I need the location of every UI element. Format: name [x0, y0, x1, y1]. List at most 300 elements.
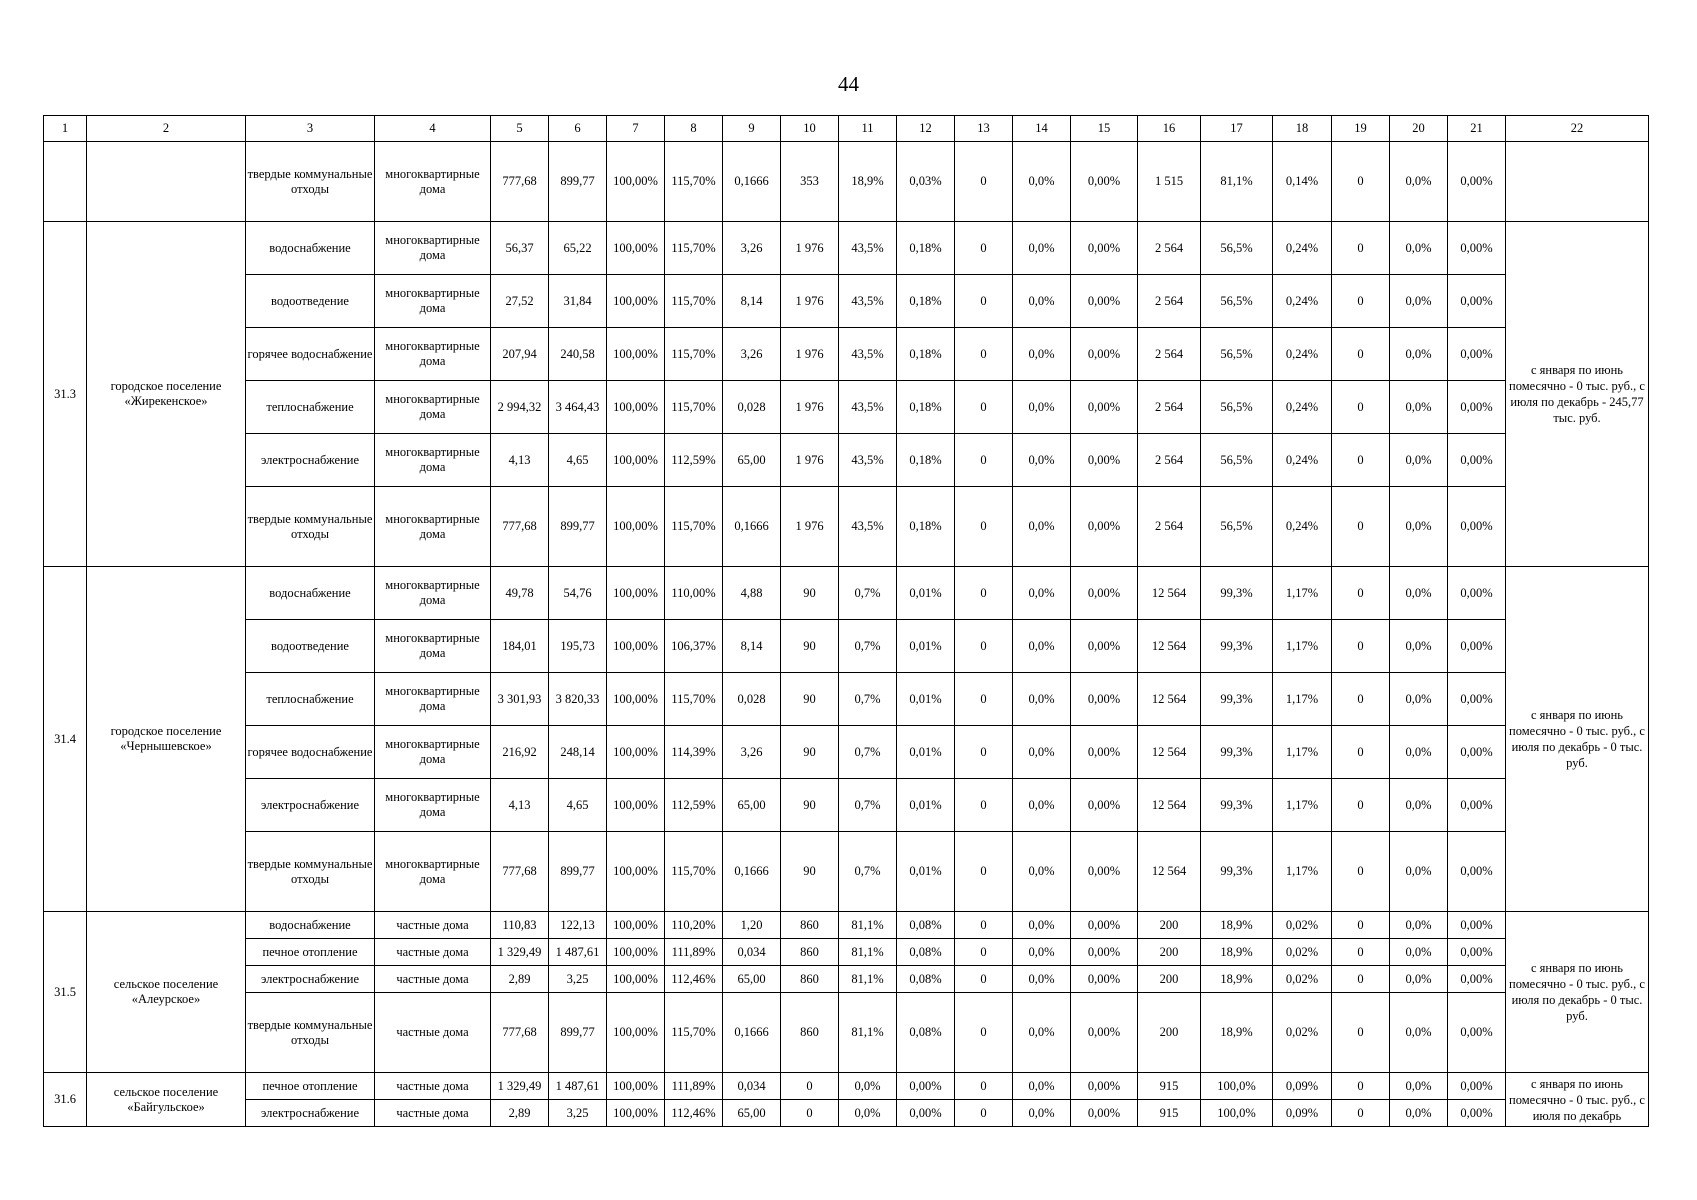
value-cell: 0,02% — [1273, 966, 1332, 993]
value-cell: 100,00% — [607, 620, 665, 673]
table-row — [44, 779, 1649, 832]
value-cell: 12 564 — [1138, 567, 1201, 620]
value-cell: 1,17% — [1273, 779, 1332, 832]
value-cell: 899,77 — [549, 142, 607, 222]
value-cell: 1,17% — [1273, 832, 1332, 912]
value-cell: 100,0% — [1201, 1073, 1273, 1100]
value-cell: 1,17% — [1273, 567, 1332, 620]
value-cell: 777,68 — [491, 832, 549, 912]
service-type: водоснабжение — [246, 912, 375, 939]
value-cell: 0,00% — [1071, 1100, 1138, 1127]
value-cell: 0,0% — [1390, 912, 1448, 939]
table-row — [44, 381, 1649, 434]
value-cell: 0 — [1332, 1100, 1390, 1127]
value-cell: 0,1666 — [723, 993, 781, 1073]
service-type: твердые коммунальные отходы — [246, 487, 375, 567]
value-cell: 200 — [1138, 912, 1201, 939]
value-cell: 99,3% — [1201, 832, 1273, 912]
value-cell: 860 — [781, 993, 839, 1073]
value-cell: 0,1666 — [723, 487, 781, 567]
value-cell: 0 — [955, 381, 1013, 434]
value-cell: 0 — [1332, 726, 1390, 779]
value-cell: 1 329,49 — [491, 1073, 549, 1100]
table-row — [44, 673, 1649, 726]
column-number: 7 — [607, 116, 665, 142]
value-cell: 4,13 — [491, 779, 549, 832]
value-cell: 0 — [955, 673, 1013, 726]
value-cell: 248,14 — [549, 726, 607, 779]
value-cell: 18,9% — [1201, 966, 1273, 993]
value-cell: 0,028 — [723, 673, 781, 726]
settlement-name: городское поселение «Чернышевское» — [87, 567, 246, 912]
value-cell: 2 564 — [1138, 328, 1201, 381]
value-cell: 65,00 — [723, 434, 781, 487]
value-cell: 122,13 — [549, 912, 607, 939]
value-cell: 0,00% — [1448, 832, 1506, 912]
value-cell: 0,08% — [897, 939, 955, 966]
value-cell: 2 994,32 — [491, 381, 549, 434]
value-cell: 111,89% — [665, 939, 723, 966]
value-cell: 0,24% — [1273, 434, 1332, 487]
value-cell: 0,00% — [1448, 434, 1506, 487]
value-cell: 56,5% — [1201, 434, 1273, 487]
value-cell: 43,5% — [839, 328, 897, 381]
value-cell: 0,08% — [897, 966, 955, 993]
value-cell: 65,00 — [723, 779, 781, 832]
tariff-table — [43, 115, 1649, 1127]
value-cell: 100,00% — [607, 1073, 665, 1100]
payment-note — [1506, 1073, 1649, 1127]
column-number: 14 — [1013, 116, 1071, 142]
value-cell: 0,18% — [897, 328, 955, 381]
value-cell: 43,5% — [839, 275, 897, 328]
table-row — [44, 222, 1649, 275]
value-cell: 0,24% — [1273, 381, 1332, 434]
value-cell: 0,1666 — [723, 142, 781, 222]
value-cell: 0 — [955, 567, 1013, 620]
value-cell: 777,68 — [491, 487, 549, 567]
value-cell: 0,00% — [1448, 487, 1506, 567]
value-cell: 0,00% — [1071, 620, 1138, 673]
value-cell: 0,0% — [1390, 779, 1448, 832]
header-row — [44, 116, 1649, 142]
value-cell: 0 — [955, 779, 1013, 832]
value-cell: 65,00 — [723, 966, 781, 993]
value-cell: 0,0% — [1013, 1073, 1071, 1100]
value-cell: 777,68 — [491, 142, 549, 222]
value-cell: 90 — [781, 832, 839, 912]
column-number: 5 — [491, 116, 549, 142]
value-cell: 12 564 — [1138, 726, 1201, 779]
housing-type: многоквартирные дома — [375, 328, 491, 381]
housing-type: многоквартирные дома — [375, 381, 491, 434]
value-cell: 0,00% — [1448, 328, 1506, 381]
column-number: 15 — [1071, 116, 1138, 142]
column-number: 19 — [1332, 116, 1390, 142]
settlement-name — [87, 142, 246, 222]
value-cell: 0,18% — [897, 434, 955, 487]
value-cell: 3 820,33 — [549, 673, 607, 726]
column-number: 8 — [665, 116, 723, 142]
value-cell: 115,70% — [665, 142, 723, 222]
value-cell: 0,0% — [1390, 222, 1448, 275]
table-row — [44, 487, 1649, 567]
value-cell: 100,0% — [1201, 1100, 1273, 1127]
value-cell: 1 976 — [781, 381, 839, 434]
value-cell: 0,00% — [1448, 222, 1506, 275]
value-cell: 12 564 — [1138, 832, 1201, 912]
value-cell: 0 — [955, 726, 1013, 779]
value-cell: 56,5% — [1201, 328, 1273, 381]
value-cell: 114,39% — [665, 726, 723, 779]
value-cell: 0 — [1332, 275, 1390, 328]
housing-type: многоквартирные дома — [375, 726, 491, 779]
column-number: 17 — [1201, 116, 1273, 142]
value-cell: 111,89% — [665, 1073, 723, 1100]
value-cell: 90 — [781, 620, 839, 673]
column-number: 4 — [375, 116, 491, 142]
value-cell: 0,24% — [1273, 222, 1332, 275]
value-cell: 860 — [781, 912, 839, 939]
payment-note — [1506, 567, 1649, 912]
value-cell: 0,00% — [1448, 142, 1506, 222]
service-type: теплоснабжение — [246, 673, 375, 726]
value-cell: 0 — [1332, 912, 1390, 939]
value-cell: 915 — [1138, 1100, 1201, 1127]
value-cell: 200 — [1138, 966, 1201, 993]
value-cell: 112,59% — [665, 779, 723, 832]
value-cell: 100,00% — [607, 673, 665, 726]
column-number: 20 — [1390, 116, 1448, 142]
value-cell: 0,08% — [897, 912, 955, 939]
value-cell: 0,18% — [897, 487, 955, 567]
value-cell: 100,00% — [607, 487, 665, 567]
table-row — [44, 1073, 1649, 1100]
value-cell: 100,00% — [607, 381, 665, 434]
value-cell: 0,00% — [1071, 567, 1138, 620]
value-cell: 0 — [955, 1100, 1013, 1127]
value-cell: 0,1666 — [723, 832, 781, 912]
value-cell: 81,1% — [839, 966, 897, 993]
value-cell: 54,76 — [549, 567, 607, 620]
service-type: электроснабжение — [246, 779, 375, 832]
value-cell: 112,46% — [665, 966, 723, 993]
value-cell: 0,00% — [1448, 779, 1506, 832]
housing-type: частные дома — [375, 912, 491, 939]
housing-type: многоквартирные дома — [375, 620, 491, 673]
value-cell: 3,26 — [723, 726, 781, 779]
value-cell: 4,13 — [491, 434, 549, 487]
value-cell: 0 — [955, 993, 1013, 1073]
housing-type: частные дома — [375, 993, 491, 1073]
value-cell: 0,00% — [897, 1073, 955, 1100]
value-cell: 0 — [955, 222, 1013, 275]
value-cell: 3 464,43 — [549, 381, 607, 434]
housing-type: многоквартирные дома — [375, 832, 491, 912]
value-cell: 0 — [955, 912, 1013, 939]
column-number: 2 — [87, 116, 246, 142]
table-row — [44, 434, 1649, 487]
value-cell: 0,18% — [897, 381, 955, 434]
value-cell: 0 — [1332, 939, 1390, 966]
value-cell: 0,0% — [1013, 487, 1071, 567]
value-cell: 81,1% — [839, 993, 897, 1073]
value-cell: 56,5% — [1201, 222, 1273, 275]
value-cell: 100,00% — [607, 222, 665, 275]
column-number: 12 — [897, 116, 955, 142]
value-cell: 90 — [781, 567, 839, 620]
value-cell: 65,00 — [723, 1100, 781, 1127]
value-cell: 65,22 — [549, 222, 607, 275]
payment-note — [1506, 142, 1649, 222]
payment-note-text: с января по июнь помесячно - 0 тыс. руб., с июля по декабрь - 0 тыс. руб. — [1509, 708, 1645, 770]
value-cell: 99,3% — [1201, 779, 1273, 832]
value-cell: 99,3% — [1201, 726, 1273, 779]
value-cell: 2 564 — [1138, 222, 1201, 275]
value-cell: 0,0% — [1390, 993, 1448, 1073]
table-row — [44, 912, 1649, 939]
value-cell: 112,59% — [665, 434, 723, 487]
housing-type: частные дома — [375, 966, 491, 993]
value-cell: 81,1% — [839, 939, 897, 966]
value-cell: 4,65 — [549, 779, 607, 832]
payment-note — [1506, 912, 1649, 1073]
value-cell: 110,83 — [491, 912, 549, 939]
value-cell: 0 — [955, 142, 1013, 222]
value-cell: 0 — [955, 832, 1013, 912]
value-cell: 1 976 — [781, 275, 839, 328]
value-cell: 115,70% — [665, 487, 723, 567]
value-cell: 0,0% — [1013, 673, 1071, 726]
value-cell: 0,0% — [1013, 779, 1071, 832]
value-cell: 1 976 — [781, 222, 839, 275]
value-cell: 0,00% — [1071, 993, 1138, 1073]
value-cell: 100,00% — [607, 1100, 665, 1127]
value-cell: 115,70% — [665, 673, 723, 726]
value-cell: 0,01% — [897, 620, 955, 673]
value-cell: 860 — [781, 939, 839, 966]
value-cell: 110,20% — [665, 912, 723, 939]
value-cell: 0,00% — [1448, 567, 1506, 620]
value-cell: 3,26 — [723, 222, 781, 275]
value-cell: 0 — [955, 939, 1013, 966]
value-cell: 0,00% — [1071, 832, 1138, 912]
value-cell: 216,92 — [491, 726, 549, 779]
value-cell: 99,3% — [1201, 673, 1273, 726]
row-number: 31.4 — [44, 567, 87, 912]
service-type: водоотведение — [246, 620, 375, 673]
column-number: 18 — [1273, 116, 1332, 142]
table-row — [44, 832, 1649, 912]
value-cell: 0,00% — [897, 1100, 955, 1127]
value-cell: 56,5% — [1201, 487, 1273, 567]
value-cell: 3 301,93 — [491, 673, 549, 726]
value-cell: 99,3% — [1201, 620, 1273, 673]
row-number: 31.3 — [44, 222, 87, 567]
column-number: 6 — [549, 116, 607, 142]
value-cell: 0 — [781, 1073, 839, 1100]
settlement-name: городское поселение «Жирекенское» — [87, 222, 246, 567]
value-cell: 0,7% — [839, 567, 897, 620]
service-type: печное отопление — [246, 1073, 375, 1100]
value-cell: 207,94 — [491, 328, 549, 381]
value-cell: 1 487,61 — [549, 1073, 607, 1100]
value-cell: 0,00% — [1071, 328, 1138, 381]
value-cell: 200 — [1138, 993, 1201, 1073]
value-cell: 115,70% — [665, 328, 723, 381]
value-cell: 0,00% — [1071, 912, 1138, 939]
value-cell: 0,0% — [1390, 142, 1448, 222]
service-type: электроснабжение — [246, 966, 375, 993]
value-cell: 0,0% — [1013, 620, 1071, 673]
value-cell: 4,88 — [723, 567, 781, 620]
value-cell: 0,00% — [1071, 1073, 1138, 1100]
value-cell: 0,0% — [1390, 673, 1448, 726]
value-cell: 0 — [1332, 779, 1390, 832]
value-cell: 56,5% — [1201, 275, 1273, 328]
row-number: 31.6 — [44, 1073, 87, 1127]
housing-type: частные дома — [375, 939, 491, 966]
value-cell: 0,0% — [1013, 832, 1071, 912]
value-cell: 0,0% — [1013, 142, 1071, 222]
value-cell: 0,08% — [897, 993, 955, 1073]
value-cell: 0,0% — [1013, 567, 1071, 620]
value-cell: 0,0% — [1013, 1100, 1071, 1127]
value-cell: 0 — [955, 328, 1013, 381]
value-cell: 0 — [955, 434, 1013, 487]
service-type: водоотведение — [246, 275, 375, 328]
value-cell: 0 — [1332, 142, 1390, 222]
value-cell: 12 564 — [1138, 673, 1201, 726]
payment-note — [1506, 222, 1649, 567]
value-cell: 0 — [781, 1100, 839, 1127]
value-cell: 12 564 — [1138, 779, 1201, 832]
value-cell: 0 — [1332, 832, 1390, 912]
column-number: 16 — [1138, 116, 1201, 142]
table-row — [44, 142, 1649, 222]
service-type: теплоснабжение — [246, 381, 375, 434]
value-cell: 1,17% — [1273, 620, 1332, 673]
value-cell: 0 — [955, 966, 1013, 993]
value-cell: 18,9% — [1201, 912, 1273, 939]
value-cell: 0,0% — [839, 1100, 897, 1127]
value-cell: 0,034 — [723, 1073, 781, 1100]
value-cell: 1 515 — [1138, 142, 1201, 222]
service-type: горячее водоснабжение — [246, 328, 375, 381]
value-cell: 112,46% — [665, 1100, 723, 1127]
value-cell: 0,00% — [1448, 939, 1506, 966]
value-cell: 1 329,49 — [491, 939, 549, 966]
value-cell: 115,70% — [665, 832, 723, 912]
value-cell: 3,25 — [549, 966, 607, 993]
value-cell: 100,00% — [607, 832, 665, 912]
value-cell: 0,0% — [1013, 912, 1071, 939]
column-number: 21 — [1448, 116, 1506, 142]
value-cell: 2,89 — [491, 966, 549, 993]
value-cell: 0,00% — [1071, 434, 1138, 487]
value-cell: 0,24% — [1273, 487, 1332, 567]
value-cell: 0,00% — [1448, 993, 1506, 1073]
value-cell: 43,5% — [839, 222, 897, 275]
housing-type: многоквартирные дома — [375, 487, 491, 567]
table-row — [44, 328, 1649, 381]
value-cell: 899,77 — [549, 832, 607, 912]
value-cell: 2 564 — [1138, 434, 1201, 487]
value-cell: 1,20 — [723, 912, 781, 939]
value-cell: 860 — [781, 966, 839, 993]
value-cell: 0,0% — [1390, 966, 1448, 993]
value-cell: 0 — [1332, 620, 1390, 673]
value-cell: 0,0% — [839, 1073, 897, 1100]
value-cell: 1 976 — [781, 328, 839, 381]
value-cell: 43,5% — [839, 434, 897, 487]
value-cell: 0,0% — [1013, 222, 1071, 275]
value-cell: 0,00% — [1448, 275, 1506, 328]
value-cell: 100,00% — [607, 779, 665, 832]
value-cell: 100,00% — [607, 912, 665, 939]
value-cell: 18,9% — [1201, 939, 1273, 966]
value-cell: 0,01% — [897, 567, 955, 620]
value-cell: 0,09% — [1273, 1100, 1332, 1127]
row-number — [44, 142, 87, 222]
value-cell: 4,65 — [549, 434, 607, 487]
value-cell: 0,0% — [1390, 567, 1448, 620]
service-type: печное отопление — [246, 939, 375, 966]
value-cell: 0,0% — [1013, 434, 1071, 487]
payment-note-text: с января по июнь помесячно - 0 тыс. руб., с июля по декабрь — [1509, 1076, 1645, 1123]
value-cell: 90 — [781, 726, 839, 779]
value-cell: 0,0% — [1390, 328, 1448, 381]
value-cell: 18,9% — [1201, 993, 1273, 1073]
value-cell: 56,37 — [491, 222, 549, 275]
value-cell: 0,0% — [1013, 939, 1071, 966]
housing-type: многоквартирные дома — [375, 275, 491, 328]
value-cell: 27,52 — [491, 275, 549, 328]
value-cell: 0 — [1332, 434, 1390, 487]
value-cell: 0,0% — [1390, 381, 1448, 434]
value-cell: 0,24% — [1273, 328, 1332, 381]
value-cell: 0,18% — [897, 275, 955, 328]
housing-type: многоквартирные дома — [375, 567, 491, 620]
value-cell: 0,00% — [1071, 726, 1138, 779]
value-cell: 0,028 — [723, 381, 781, 434]
value-cell: 777,68 — [491, 993, 549, 1073]
value-cell: 0,0% — [1013, 275, 1071, 328]
service-type: водоснабжение — [246, 567, 375, 620]
value-cell: 0,0% — [1390, 620, 1448, 673]
value-cell: 0,03% — [897, 142, 955, 222]
value-cell: 0,00% — [1071, 779, 1138, 832]
value-cell: 0 — [1332, 1073, 1390, 1100]
housing-type: многоквартирные дома — [375, 222, 491, 275]
value-cell: 0,00% — [1071, 939, 1138, 966]
housing-type: многоквартирные дома — [375, 142, 491, 222]
housing-type: многоквартирные дома — [375, 434, 491, 487]
value-cell: 0,01% — [897, 779, 955, 832]
value-cell: 1,17% — [1273, 673, 1332, 726]
value-cell: 56,5% — [1201, 381, 1273, 434]
value-cell: 0 — [1332, 222, 1390, 275]
housing-type: частные дома — [375, 1073, 491, 1100]
value-cell: 8,14 — [723, 275, 781, 328]
value-cell: 0,00% — [1071, 966, 1138, 993]
value-cell: 110,00% — [665, 567, 723, 620]
value-cell: 0,7% — [839, 620, 897, 673]
value-cell: 0 — [955, 487, 1013, 567]
value-cell: 0,01% — [897, 673, 955, 726]
payment-note-text: с января по июнь помесячно - 0 тыс. руб., с июля по декабрь - 0 тыс. руб. — [1509, 961, 1645, 1023]
value-cell: 353 — [781, 142, 839, 222]
